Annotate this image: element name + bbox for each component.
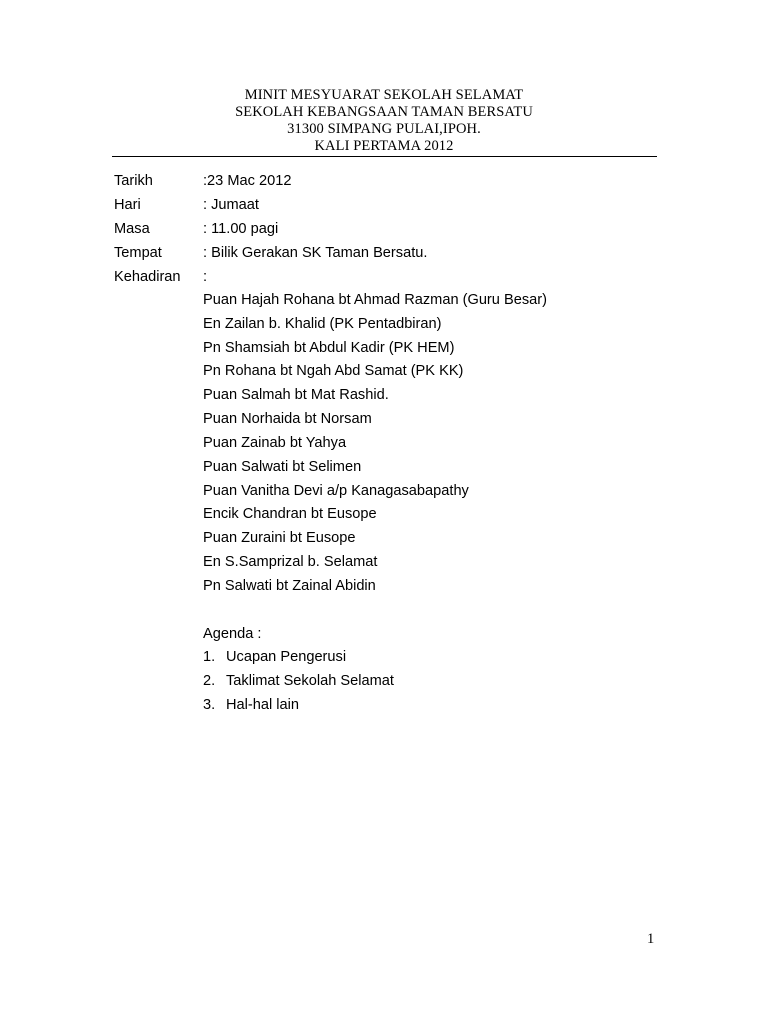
page-number: 1 (647, 931, 655, 947)
detail-label-day: Hari (114, 197, 141, 213)
attendee-item: Puan Zainab bt Yahya (203, 435, 347, 451)
header-school-name: SEKOLAH KEBANGSAAN TAMAN BERSATU (235, 104, 533, 120)
detail-value-time: : 11.00 pagi (203, 221, 279, 237)
attendee-item: Pn Rohana bt Ngah Abd Samat (PK KK) (203, 363, 464, 379)
attendee-item: Pn Shamsiah bt Abdul Kadir (PK HEM) (203, 340, 455, 356)
agenda-item-text: Ucapan Pengerusi (226, 649, 347, 665)
agenda-item-number: 3. (203, 697, 216, 713)
attendee-item: Puan Vanitha Devi a/p Kanagasabapathy (203, 483, 469, 499)
agenda-item-number: 2. (203, 673, 216, 689)
header-session: KALI PERTAMA 2012 (314, 138, 454, 154)
agenda-item-number: 1. (203, 649, 216, 665)
attendee-item: Puan Zuraini bt Eusope (203, 530, 356, 546)
detail-label-venue: Tempat (114, 245, 162, 261)
detail-label-time: Masa (114, 221, 150, 237)
detail-value-date: :23 Mac 2012 (203, 173, 292, 189)
attendee-item: En Zailan b. Khalid (PK Pentadbiran) (203, 316, 442, 332)
detail-value-day: : Jumaat (203, 197, 259, 213)
header-address: 31300 SIMPANG PULAI,IPOH. (287, 121, 481, 137)
header-title: MINIT MESYUARAT SEKOLAH SELAMAT (244, 87, 524, 103)
detail-value-attendance: : (203, 269, 208, 285)
detail-value-venue: : Bilik Gerakan SK Taman Bersatu. (203, 245, 428, 261)
agenda-item-text: Taklimat Sekolah Selamat (226, 673, 394, 689)
detail-label-attendance: Kehadiran (114, 269, 181, 285)
attendee-item: Puan Salwati bt Selimen (203, 459, 362, 475)
attendee-item: En S.Samprizal b. Selamat (203, 554, 378, 570)
detail-label-date: Tarikh (114, 173, 153, 189)
document-header (112, 87, 656, 155)
attendee-item: Pn Salwati bt Zainal Abidin (203, 578, 376, 594)
attendee-item: Puan Hajah Rohana bt Ahmad Razman (Guru Besar) (203, 292, 547, 308)
attendee-item: Puan Norhaida bt Norsam (203, 411, 372, 427)
header-divider (112, 156, 657, 157)
agenda-title: Agenda : (203, 626, 262, 642)
attendee-item: Encik Chandran bt Eusope (203, 506, 377, 522)
agenda-item-text: Hal-hal lain (226, 697, 300, 713)
attendee-item: Puan Salmah bt Mat Rashid. (203, 387, 389, 403)
